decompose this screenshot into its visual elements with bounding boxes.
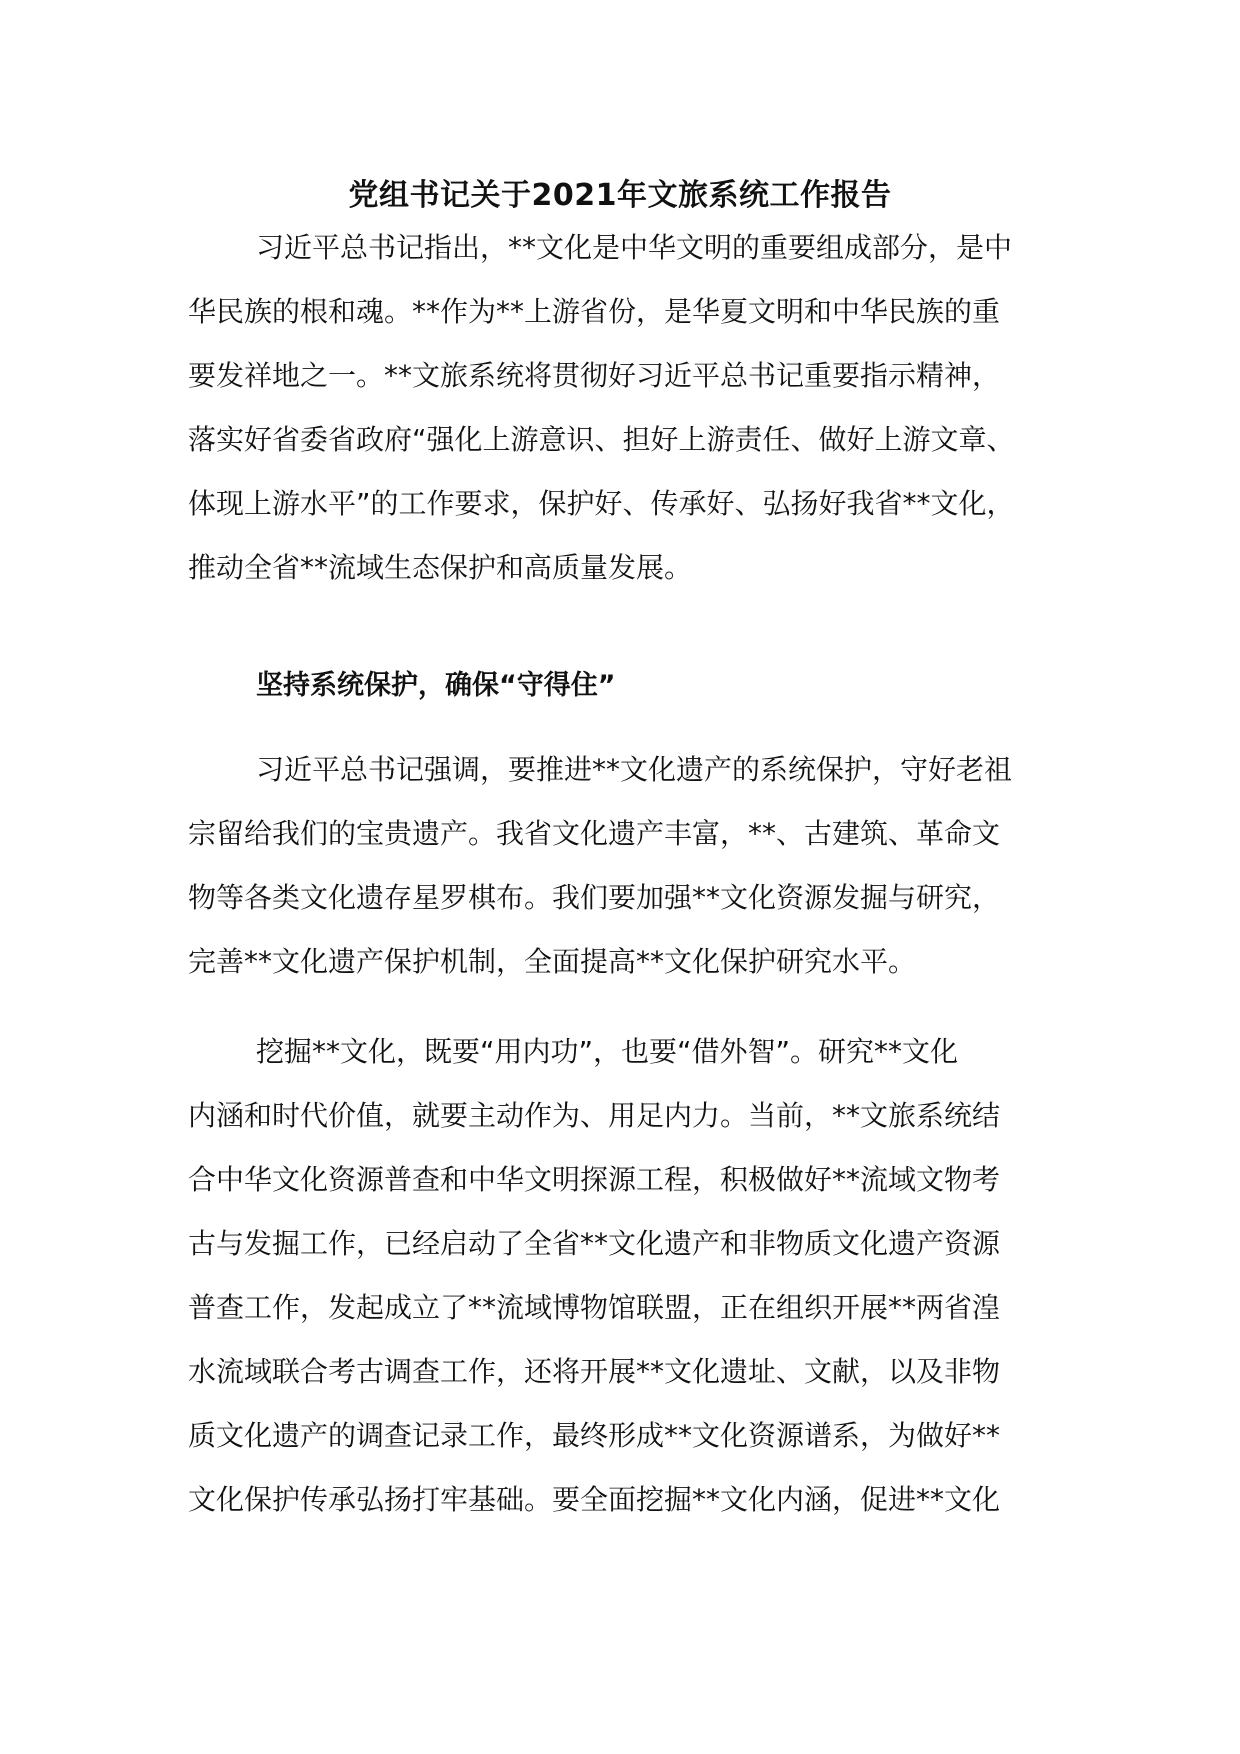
paragraph-2: [188, 738, 1068, 994]
paragraph-1: [188, 216, 1068, 600]
section-heading: 坚持系统保护，确保“守得住”: [256, 670, 616, 701]
paragraph-line: 质文化遗产的调查记录工作，最终形成**文化资源谱系，为做好**: [188, 1419, 1001, 1452]
paragraph-line: 落实好省委省政府“强化上游意识、担好上游责任、做好上游文章、: [188, 423, 1015, 456]
document-title: 党组书记关于2021年文旅系统工作报告: [348, 178, 892, 213]
paragraph-line: 推动全省**流域生态保护和高质量发展。: [188, 551, 693, 584]
paragraph-line: 体现上游水平”的工作要求，保护好、传承好、弘扬好我省**文化，: [188, 487, 1015, 520]
paragraph-line: 古与发掘工作，已经启动了全省**文化遗产和非物质文化遗产资源: [188, 1227, 1001, 1260]
paragraph-line: 华民族的根和魂。**作为**上游省份，是华夏文明和中华民族的重: [188, 295, 1001, 328]
paragraph-line: 内涵和时代价值，就要主动作为、用足内力。当前，**文旅系统结: [188, 1099, 1001, 1132]
paragraph-line: 合中华文化资源普查和中华文明探源工程，积极做好**流域文物考: [188, 1163, 1001, 1196]
paragraph-line: 水流域联合考古调查工作，还将开展**文化遗址、文献，以及非物: [188, 1355, 1001, 1388]
paragraph-3: [188, 1020, 1068, 1532]
paragraph-line: 普查工作，发起成立了**流域博物馆联盟，正在组织开展**两省湟: [188, 1291, 1001, 1324]
paragraph-line: 完善**文化遗产保护机制，全面提高**文化保护研究水平。: [188, 945, 917, 978]
paragraph-line: 物等各类文化遗存星罗棋布。我们要加强**文化资源发掘与研究，: [188, 881, 1001, 914]
paragraph-line: 挖掘**文化，既要“用内功”，也要“借外智”。研究**文化: [256, 1035, 959, 1068]
paragraph-line: 习近平总书记强调，要推进**文化遗产的系统保护，守好老祖: [256, 753, 1013, 786]
paragraph-line: 文化保护传承弘扬打牢基础。要全面挖掘**文化内涵，促进**文化: [188, 1483, 1001, 1516]
paragraph-line: 要发祥地之一。**文旅系统将贯彻好习近平总书记重要指示精神，: [188, 359, 1001, 392]
section-heading-block: [188, 654, 1068, 718]
paragraph-line: 习近平总书记指出，**文化是中华文明的重要组成部分，是中: [256, 231, 1013, 264]
paragraph-line: 宗留给我们的宝贵遗产。我省文化遗产丰富，**、古建筑、革命文: [188, 817, 1001, 850]
